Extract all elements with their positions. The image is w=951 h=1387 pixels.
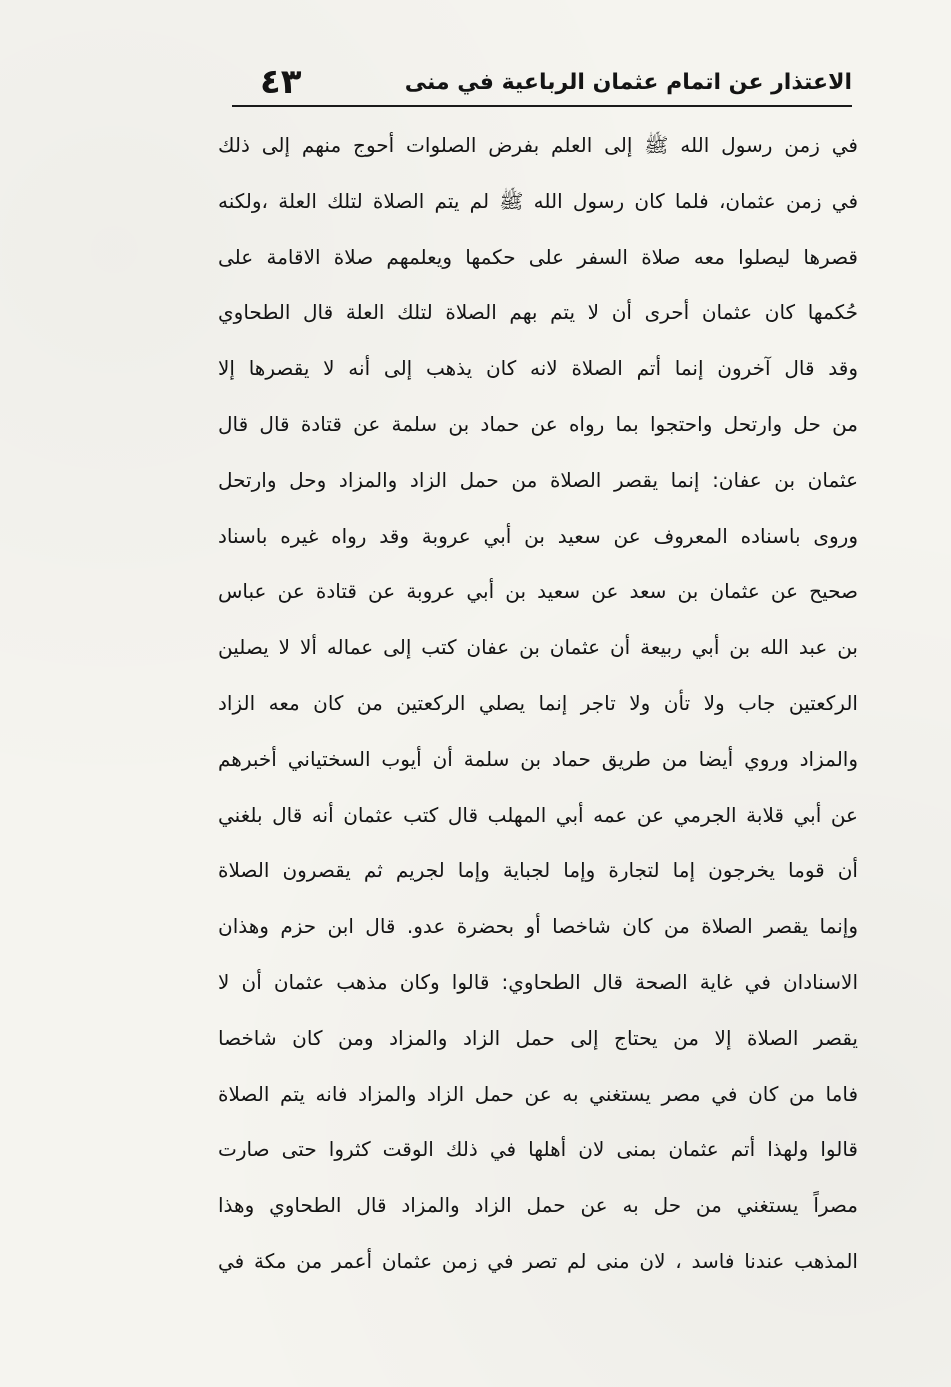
page-number: ٤٣ bbox=[260, 62, 302, 102]
text-line: عثمان بن عفان: إنما يقصر الصلاة من حمل الزاد والمزاد وحل وارتحل bbox=[218, 467, 858, 492]
text-line: والمزاد وروي أيضا من طريق حماد بن سلمة أن أيوب السختياني أخبرهم bbox=[218, 746, 858, 771]
text-line: أن قوما يخرجون إما لتجارة وإما لجباية وإما لجريم ثم يقصرون الصلاة bbox=[218, 858, 858, 883]
text-line: فاما من كان في مصر يستغني به عن حمل الزاد والمزاد فانه يتم الصلاة bbox=[218, 1081, 858, 1106]
text-line: مصراً يستغني من حل به عن حمل الزاد والمزاد قال الطحاوي وهذا bbox=[218, 1193, 858, 1218]
text-line: وقد قال آخرون إنما أتم الصلاة لانه كان يذهب إلى أنه لا يقصرها إلا bbox=[218, 356, 858, 381]
body-text bbox=[218, 118, 858, 1290]
text-line: صحيح عن عثمان بن سعد عن سعيد بن أبي عروبة عن قتادة عن عباس bbox=[218, 579, 858, 604]
text-line: يقصر الصلاة إلا من يحتاج إلى حمل الزاد والمزاد ومن كان شاخصا bbox=[218, 1025, 858, 1050]
text-line: في زمن عثمان، فلما كان رسول الله ﷺ لم يتم الصلاة لتلك العلة ،ولكنه bbox=[218, 188, 858, 213]
text-line: المذهب عندنا فاسد ، لان منى لم تصر في زمن عثمان أعمر من مكة في bbox=[218, 1248, 858, 1273]
text-line: من حل وارتحل واحتجوا بما رواه عن حماد بن سلمة عن قتادة قال قال bbox=[218, 411, 858, 436]
text-line: بن عبد الله بن أبي ربيعة أن عثمان بن عفان كتب إلى عماله ألا لا يصلين bbox=[218, 635, 858, 660]
text-line: وإنما يقصر الصلاة من كان شاخصا أو بحضرة عدو. قال ابن حزم وهذان bbox=[218, 914, 858, 939]
text-line: قصرها ليصلوا معه صلاة السفر على حكمها ويعلمهم صلاة الاقامة على bbox=[218, 244, 858, 269]
text-line: الاسنادان في غاية الصحة قال الطحاوي: قالوا وكان مذهب عثمان أن لا bbox=[218, 969, 858, 994]
text-line: في زمن رسول الله ﷺ إلى العلم بفرض الصلوات أحوج منهم إلى ذلك bbox=[218, 133, 858, 157]
text-line: قالوا ولهذا أتم عثمان بمنى لان أهلها في ذلك الوقت كثروا حتى صارت bbox=[218, 1137, 858, 1162]
page-header bbox=[232, 62, 852, 106]
text-line: عن أبي قلابة الجرمي عن عمه أبي المهلب قال كتب عثمان أنه قال بلغني bbox=[218, 802, 858, 827]
text-line: وروى باسناده المعروف عن سعيد بن أبي عروبة وقد رواه غيره باسناد bbox=[218, 523, 858, 548]
running-title: الاعتذار عن اتمام عثمان الرباعية في منى bbox=[404, 70, 852, 95]
header-rule bbox=[232, 105, 852, 107]
text-line: الركعتين جاب ولا تأن ولا تاجر إنما يصلي الركعتين من كان معه الزاد bbox=[218, 690, 858, 715]
text-line: حُكمها كان عثمان أحرى أن لا يتم بهم الصلاة لتلك العلة قال الطحاوي bbox=[218, 300, 858, 325]
